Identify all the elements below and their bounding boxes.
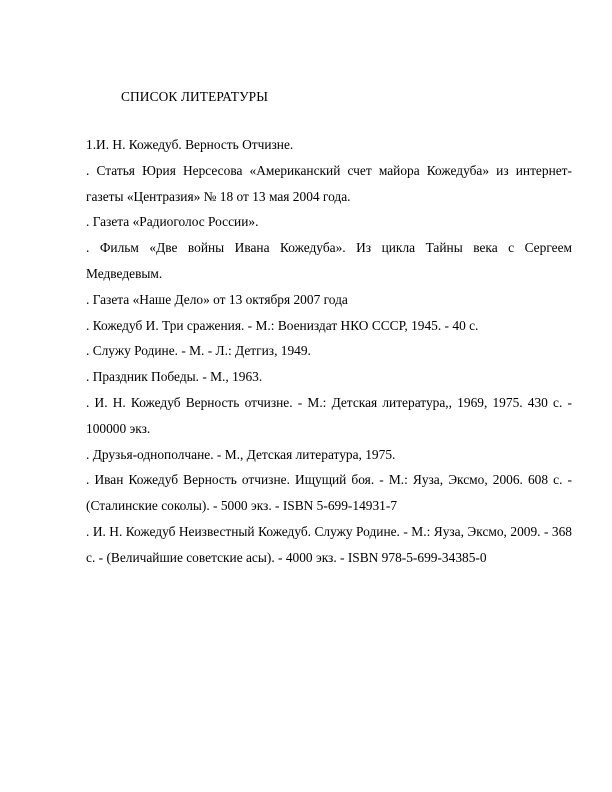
reference-item: . Статья Юрия Нерсесова «Американский счет майора Кожедуба» из интернет-газеты «Центразия» № 18 от 13 мая 2004 года. [86, 162, 572, 204]
reference-item: . Фильм «Две войны Ивана Кожедуба». Из цикла Тайны века с Сергеем Медведевым. [86, 240, 572, 281]
bibliography-title: СПИСОК ЛИТЕРАТУРЫ [121, 89, 268, 104]
reference-item: . Газета «Наше Дело» от 13 октября 2007 года [86, 291, 348, 307]
reference-list [86, 132, 572, 571]
reference-item: . И. Н. Кожедуб Верность отчизне. - М.: Детская литература,, 1969, 1975. 430 с. - 100000 экз. [86, 394, 572, 436]
reference-item: 1.И. Н. Кожедуб. Верность Отчизне. [86, 137, 294, 152]
reference-item: . И. Н. Кожедуб Неизвестный Кожедуб. Служу Родине. - М.: Яуза, Эксмо, 2009. - 368 с. - (Величайшие советские асы). - 4000 экз. - ISBN 978-5-699-34385-0 [86, 523, 572, 565]
reference-item: . Праздник Победы. - М., 1963. [86, 369, 263, 385]
reference-item: . Газета «Радиоголос России». [86, 214, 259, 230]
reference-item: . Служу Родине. - М. - Л.: Детгиз, 1949. [86, 343, 311, 359]
reference-item: . Иван Кожедуб Верность отчизне. Ищущий боя. - М.: Яуза, Эксмо, 2006. 608 с. - (Сталинские соколы). - 5000 экз. - ISBN 5-699-14931-7 [86, 472, 572, 514]
reference-item: . Кожедуб И. Три сражения. - М.: Воениздат НКО СССР, 1945. - 40 с. [86, 317, 479, 333]
reference-item: . Друзья-однополчане. - М., Детская литература, 1975. [86, 446, 396, 462]
